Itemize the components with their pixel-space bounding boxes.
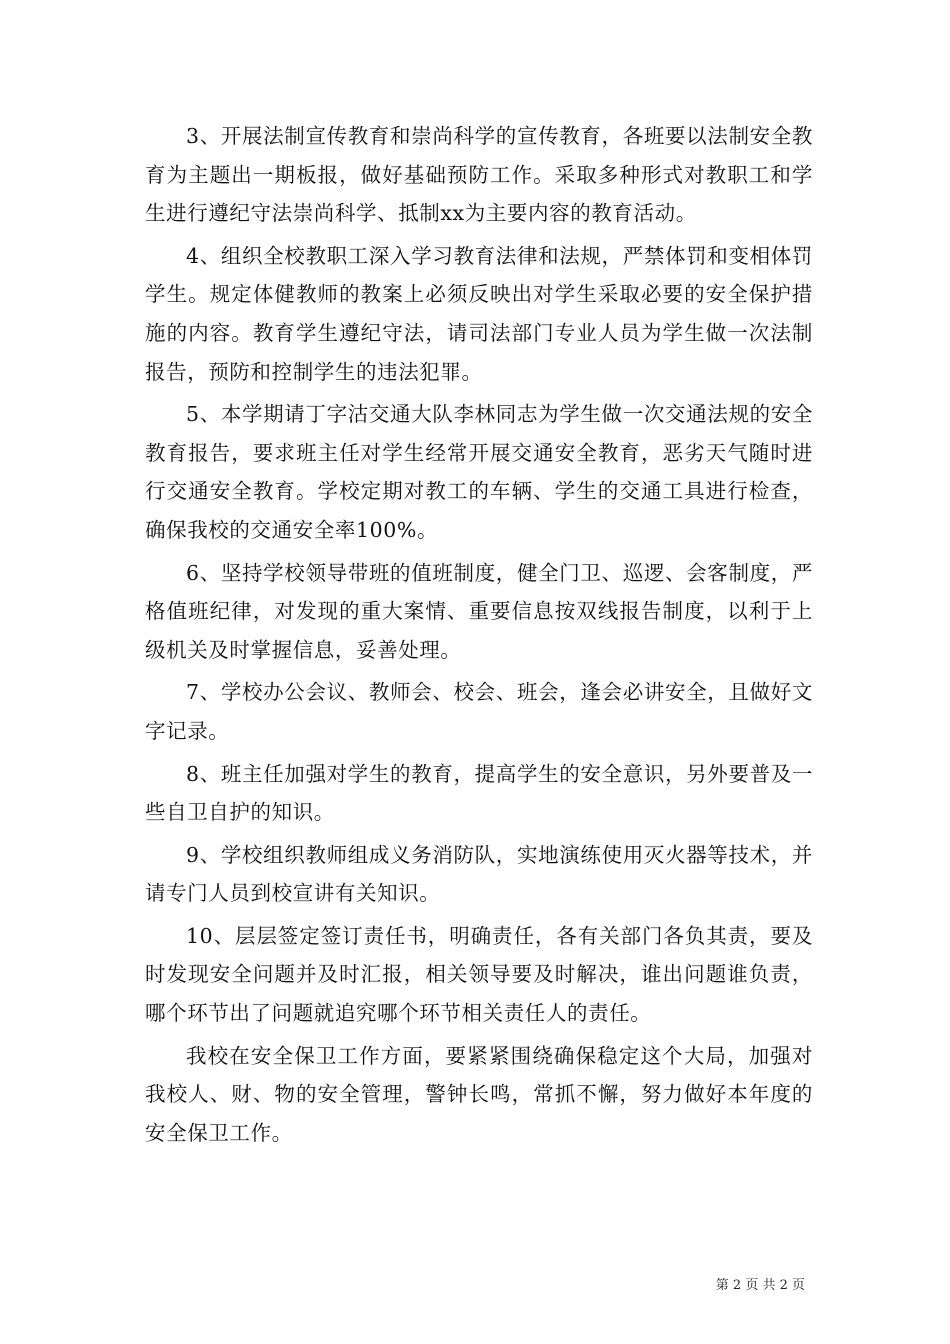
paragraph-item-6: 6、坚持学校领导带班的值班制度，健全门卫、巡逻、会客制度，严格值班纪律，对发现的重大案情、重要信息按双线报告制度，以利于上级机关及时掌握信息，妥善处理。 <box>145 560 813 662</box>
paragraph-item-4: 4、组织全校教职工深入学习教育法律和法规，严禁体罚和变相体罚学生。规定体健教师的教案上必须反映出对学生采取必要的安全保护措施的内容。教育学生遵纪守法，请司法部门专业人员为学生做一次法制报告，预防和控制学生的违法犯罪。 <box>145 243 813 384</box>
document-body <box>145 117 813 1156</box>
page-number-footer: 第 2 页 共 2 页 <box>715 1278 805 1293</box>
paragraph-item-8: 8、班主任加强对学生的教育，提高学生的安全意识，另外要普及一些自卫自护的知识。 <box>145 761 813 825</box>
paragraph-item-5: 5、本学期请丁字沽交通大队李林同志为学生做一次交通法规的安全教育报告，要求班主任对学生经常开展交通安全教育，恶劣天气随时进行交通安全教育。学校定期对教工的车辆、学生的交通工具进行检查，确保我校的交通安全率100%。 <box>145 402 813 542</box>
paragraph-conclusion: 我校在安全保卫工作方面，要紧紧围绕确保稳定这个大局，加强对我校人、财、物的安全管理，警钟长鸣，常抓不懈，努力做好本年度的安全保卫工作。 <box>145 1043 813 1145</box>
paragraph-item-3: 3、开展法制宣传教育和崇尚科学的宣传教育，各班要以法制安全教育为主题出一期板报，做好基础预防工作。采取多种形式对教职工和学生进行遵纪守法崇尚科学、抵制xx为主要内容的教育活动。 <box>145 124 813 226</box>
paragraph-item-7: 7、学校办公会议、教师会、校会、班会，逢会必讲安全，且做好文字记录。 <box>145 680 813 743</box>
paragraph-item-9: 9、学校组织教师组成义务消防队，实地演练使用灭火器等技术，并请专门人员到校宣讲有关知识。 <box>145 842 813 906</box>
paragraph-item-10: 10、层层签定签订责任书，明确责任，各有关部门各负其责，要及时发现安全问题并及时汇报，相关领导要及时解决，谁出问题谁负责，哪个环节出了问题就追究哪个环节相关责任人的责任。 <box>145 923 813 1026</box>
